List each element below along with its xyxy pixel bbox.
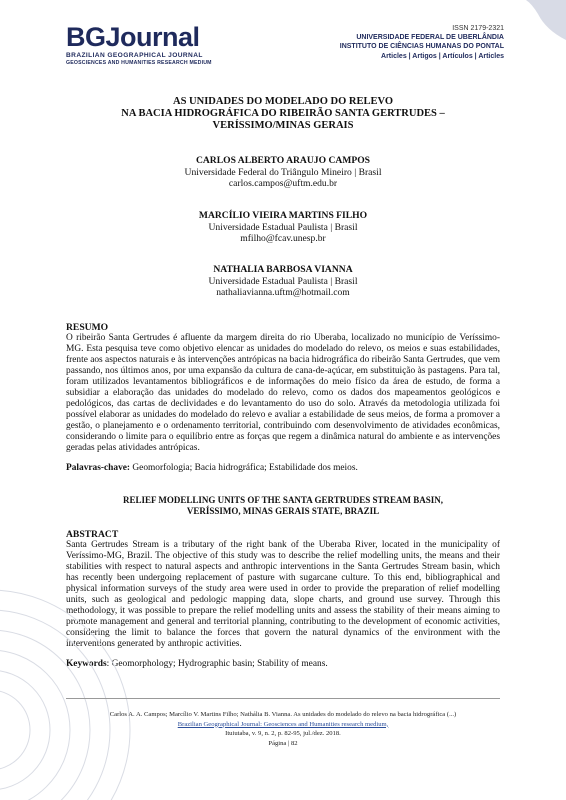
keywords-label: Palavras-chave:	[66, 463, 131, 473]
title-line-3: VERÍSSIMO/MINAS GERAIS	[212, 120, 354, 131]
page-footer	[66, 710, 500, 748]
header-institution	[340, 24, 504, 62]
issn: ISSN 2179-2321	[452, 25, 504, 32]
author-email: carlos.campos@uftm.edu.br	[228, 178, 338, 189]
author-2	[66, 210, 500, 245]
english-title-line-2: VERÍSSIMO, MINAS GERAIS STATE, BRAZIL	[186, 506, 380, 516]
keywords-text: : Geomorphology; Hydrographic basin; Stability of means.	[106, 659, 328, 669]
institute-name: INSTITUTO DE CIÊNCIAS HUMANAS DO PONTAL	[339, 43, 504, 50]
author-3	[66, 264, 500, 299]
footer-page-number: Página | 82	[268, 739, 298, 747]
header-corner-decoration	[496, 0, 566, 60]
journal-logo	[66, 22, 266, 76]
resumo-keywords	[66, 463, 500, 474]
logo-tagline: GEOSCIENCES AND HUMANITIES RESEARCH MEDIUM	[66, 60, 212, 66]
decorative-circles	[0, 560, 150, 800]
footer-volume: Ituiutaba, v. 9, n. 2, p. 82-95, jul./dez. 2018.	[225, 730, 341, 737]
author-1	[66, 155, 500, 190]
logo-title: BGJournal	[66, 22, 200, 52]
article-title	[66, 96, 500, 132]
keywords-text: Geomorfologia; Bacia hidrográfica; Estabilidade dos meios.	[130, 463, 358, 473]
university-name: UNIVERSIDADE FEDERAL DE UBERLÂNDIA	[356, 34, 504, 41]
footer-journal-link[interactable]: Brazilian Geographical Journal: Geosciences and Humanities research medium,	[177, 720, 389, 728]
keywords-label: Keywords	[66, 659, 107, 669]
author-email: nathaliavianna.uftm@hotmail.com	[216, 287, 350, 298]
english-title	[66, 495, 500, 517]
author-affiliation: Universidade Estadual Paulista | Brasil	[208, 275, 358, 287]
article-types: Articles | Artigos | Artículos | Articles	[381, 53, 504, 60]
resumo-heading: RESUMO	[66, 322, 109, 333]
logo-subtitle: BRAZILIAN GEOGRAPHICAL JOURNAL	[66, 52, 203, 59]
english-title-line-1: RELIEF MODELLING UNITS OF THE SANTA GERTRUDES STREAM BASIN,	[122, 495, 443, 505]
abstract-heading: ABSTRACT	[66, 529, 119, 540]
author-name: CARLOS ALBERTO ARAUJO CAMPOS	[195, 155, 371, 166]
author-name: MARCÍLIO VIEIRA MARTINS FILHO	[198, 210, 368, 221]
author-affiliation: Universidade Federal do Triângulo Mineiro | Brasil	[184, 166, 382, 178]
author-affiliation: Universidade Estadual Paulista | Brasil	[208, 221, 358, 233]
resumo-body: O ribeirão Santa Gertrudes é afluente da margem direita do rio Uberaba, localizado no município de Veríssimo-MG. Esta pesquisa teve como objetivo elencar as unidades do modelado do relevo, os meios e suas estabilidades, frente aos aspectos naturais e às intervenções antrópicas na bacia hidrográfica do ribeirão Santa Gertrudes, que vem passando, nos últimos anos, por uma expansão da cultura de cana-de-açúcar, em substituição às pastagens. Para tal, foram utilizados levantamentos bibliográficos e de informações do meio físico da área de estudo, de forma a subsidiar a elaboração das unidades do modelado do relevo, como os dados dos mapeamentos geológicos e pedológicos, das cartas de declividades e do levantamento do uso do solo. Através da metodologia utilizada foi possível elaborar as unidades do modelado do relevo e avaliar a estabilidade de seus meios, de forma a promover a gestão, o planejamento e o ordenamento territorial, contribuindo com desenvolvimento de atividades econômicas, considerando o limite para o equilíbrio entre as forças que regem a dinâmica natural do ambiente e as intervenções geradas pelas atividades antrópicas.	[66, 333, 500, 453]
footer-citation: Carlos A. A. Campos; Marcílio V. Martins Filho; Nathália B. Vianna. As unidades do modelado do relevo na bacia hidrográfica (...)	[109, 711, 457, 718]
title-line-1: AS UNIDADES DO MODELADO DO RELEVO	[172, 96, 394, 107]
author-name: NATHALIA BARBOSA VIANNA	[213, 264, 353, 275]
footer-divider	[66, 698, 500, 699]
abstract-body: Santa Gertrudes Stream is a tributary of the right bank of the Uberaba River, located in the municipality of Veríssimo-MG, Brazil. The objective of this study was to describe the relief modelling units, the means and their stabilities with respect to natural aspects and anthropic interventions in the Santa Gertrudes Stream basin, which has recently been undergoing replacement of pasture with sugarcane culture. To this end, bibliographical and physical information surveys of the study area were used in order to provide the preparation of relief modelling units, such as geological and pedologic mapping data, slope charts, and ground use survey. Through this methodology, it was possible to prepare the relief modelling units and assess the stability of their means aiming to promote management and general and territorial planning, contributing to the development of economic activities, considering the limit to balance the forces that govern the natural dynamics of the environment with the interventions generated by anthropic activities.	[66, 540, 500, 649]
author-email: mfilho@fcav.unesp.br	[240, 233, 326, 244]
title-line-2: NA BACIA HIDROGRÁFICA DO RIBEIRÃO SANTA GERTRUDES –	[121, 108, 445, 119]
